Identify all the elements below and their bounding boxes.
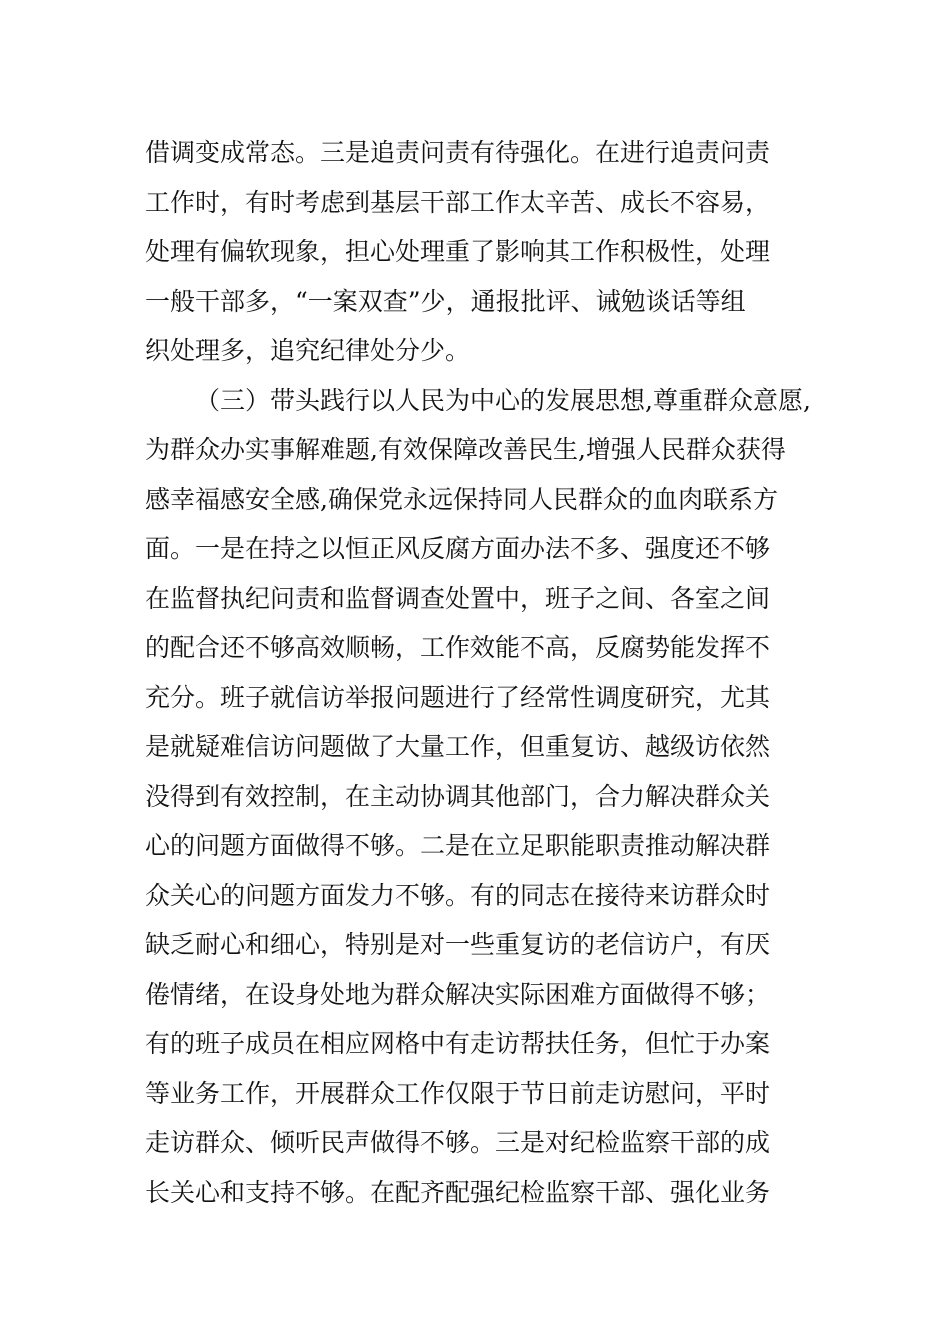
text-line: 长关心和支持不够。在配齐配强纪检监察干部、强化业务	[145, 1177, 771, 1207]
text-line: 心的问题方面做得不够。二是在立足职能职责推动解决群	[145, 831, 771, 860]
text-line: 在监督执纪问责和监督调查处置中，班子之间、各室之间	[145, 583, 771, 613]
text-line: 借调变成常态。三是追责问责有待强化。在进行追责问责	[145, 138, 771, 167]
text-line: 有的班子成员在相应网格中有走访帮扶任务，但忙于办案	[145, 1029, 771, 1058]
text-line: 走访群众、倾听民声做得不够。三是对纪检监察干部的成	[145, 1128, 771, 1157]
text-line: 是就疑难信访问题做了大量工作，但重复访、越级访依然	[145, 732, 771, 761]
section-heading-line: （三）带头践行以人民为中心的发展思想,尊重群众意愿,	[195, 385, 811, 415]
text-line: 缺乏耐心和细心，特别是对一些重复访的老信访户，有厌	[145, 930, 771, 959]
text-line: 众关心的问题方面发力不够。有的同志在接待来访群众时	[145, 880, 771, 910]
text-line: 没得到有效控制，在主动协调其他部门，合力解决群众关	[145, 781, 771, 811]
text-line: 为群众办实事解难题,有效保障改善民生,增强人民群众获得	[145, 435, 786, 464]
text-line: 处理有偏软现象，担心处理重了影响其工作积极性，处理	[145, 237, 771, 266]
text-line: 面。一是在持之以恒正风反腐方面办法不多、强度还不够	[145, 534, 771, 563]
text-line: 充分。班子就信访举报问题进行了经常性调度研究，尤其	[145, 682, 771, 712]
text-line: 感幸福感安全感,确保党永远保持同人民群众的血肉联系方	[145, 484, 778, 514]
text-line: 等业务工作，开展群众工作仅限于节日前走访慰问，平时	[145, 1078, 771, 1108]
text-line: 倦情绪，在设身处地为群众解决实际困难方面做得不够；	[145, 979, 771, 1009]
body-text	[145, 128, 815, 1217]
text-line: 工作时，有时考虑到基层干部工作太辛苦、成长不容易，	[145, 187, 771, 217]
text-line: 一般干部多，“一案双查”少，通报批评、诫勉谈话等组	[145, 286, 746, 316]
text-line: 织处理多，追究纪律处分少。	[145, 336, 471, 365]
text-line: 的配合还不够高效顺畅，工作效能不高，反腐势能发挥不	[145, 633, 771, 662]
